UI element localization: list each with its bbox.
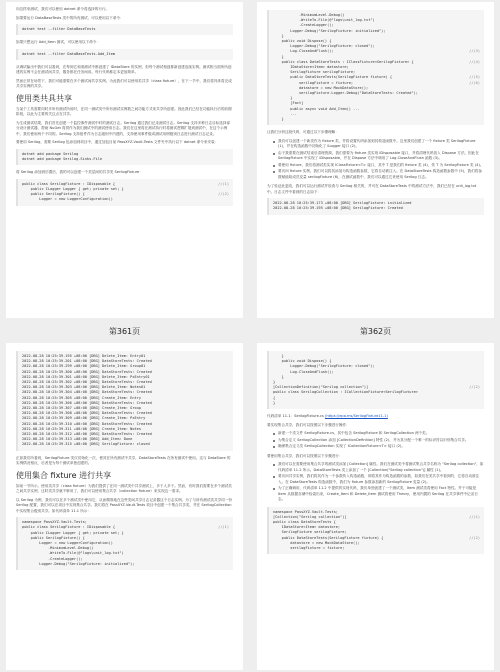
- code-text: public SerilogFixture() {: [22, 192, 85, 197]
- code-text: public class DataStoreTests : IClassFixture<SerilogFixture> {: [273, 59, 414, 64]
- code-text: 2022-08-28 10:25:39.308 +08:00 [DBG] DataStoreTests: Created: [22, 411, 152, 416]
- code-text: Log.CloseAndFlush();: [273, 369, 334, 374]
- paragraph: 向这样来测试，我们可以使用 dotnet 命令将选择的行行。: [16, 7, 110, 11]
- bullet-item: 我们可以在需要使用集合共享的测试类添加 [Collection] 属性。我们在测试类中将测试集合共享名称为 "Serilog collection"，如代码清单 11.2 所示。DataStoreTests 类上添加了一个 [Collection("Serilog collection")] 属性 (1)。: [273, 462, 484, 473]
- code-text: }: [273, 117, 284, 122]
- code-line: [22, 197, 229, 202]
- code-block: [16, 179, 233, 206]
- bullet-list: [273, 462, 484, 503]
- code-text: serilogFixture = fixture;: [273, 80, 354, 85]
- code-text: Log.CloseAndFlush();: [273, 49, 334, 54]
- document-page-362: [257, 2, 494, 318]
- code-text: public void Dispose() {: [273, 39, 332, 44]
- code-text: }: [273, 96, 293, 101]
- bullet-item: 要访问 fixture 实例，我们可以将其添加为构造函数参数，它将自动被注入。在 DataStoreTests 构造函数参数中 (5)，我们将参数赋值给成员变量 serilogFixture (6)，在测试函数中，我们可以通过它来使用 Serilog 日志。: [273, 169, 484, 180]
- paragraph: 为了验证此更改，我们可以运行测试并检查与 Serilog 相关的，并可在 DataStoreTests 中的测试方法中，我们已经在 unit_log.txt 中。日志文件中看到的日志如下：: [267, 184, 477, 194]
- code-text: serilogFixture = fixture;: [273, 545, 345, 550]
- code-line: [22, 157, 229, 162]
- code-text: datastore = new MockDataStore();: [273, 85, 369, 90]
- code-text: namespace PassXYZ.Vault.Tests;: [22, 520, 87, 525]
- code-comment: //(2): [469, 535, 480, 540]
- code-text: public class SerilogCollection : ICollectionFixture<SerilogFixture>: [273, 390, 418, 395]
- code-comment: //(6): [469, 80, 480, 85]
- code-text: IDataStore<Item> datastore;: [273, 65, 349, 70]
- code-text: 2022-08-28 10:25:39.307 +08:00 [DBG] Create_Item: Group: [22, 406, 141, 411]
- code-comment: //(2): [469, 385, 480, 390]
- code-block: [16, 149, 233, 165]
- code-text: public ILogger Logger { get; private set; }: [22, 187, 124, 192]
- code-text: public async void Add_Item() ...: [273, 106, 360, 111]
- code-text: Logger = new LoggerConfiguration(): [22, 197, 113, 202]
- code-text: 2022-08-28 10:25:39.313 +08:00 [DBG] Add_Item: Done: [22, 437, 133, 442]
- code-line: [22, 562, 229, 567]
- bullet-item: 确保集合定义类 SerilogCollection 实现了 ICollectionFixture<T> 接口 (2)。: [273, 444, 484, 450]
- code-text: 2022-08-28 10:25:39.302 +08:00 [DBG] DataStoreTests: Created: [22, 380, 152, 385]
- code-text: [CollectionDefinition("Serilog collection")]: [273, 385, 369, 390]
- paragraph: 以 Serilog 为例，我们可以在多个测试类中使用它，从而精准地在这些类间共享日志记录器这个日志实例。为了与所有测试类共享同一份 Serilog 配置，我们可以在项目中实现集合共享。我们将在 PassXYZ.Vault.Tests 项目中创建一个集合共享类，并在 SerilogCollection 中实现集合级别共享。如代码清单 11.1 所示：: [16, 497, 232, 513]
- document-page-364: [257, 343, 494, 670]
- paragraph: 为生成测试结果，我们首先创建一个监控事件测试中时的测试日志。Serilog 通过我们记录测试日志。Serilog 支持多种日志目标选择部分设计测试器，帮助 NuGet 将供作为我们测试中的测试使用日志。我们在这里将在测试执行时将测试逻辑扩展到测试中，在这个示例中，我们使用两个不同的。Serilog 支持组件作为日志级别中内建的，支持使用事件级或测试用例级别日志进行测试日志记录。: [16, 120, 231, 136]
- code-comment: //(5): [469, 75, 480, 80]
- caption-text: 代码清单 11.1：SerilogFixture.cs: [267, 414, 325, 419]
- code-line: [22, 52, 229, 57]
- code-text: }: [273, 374, 284, 379]
- code-text: datastore = new MockDataStore();: [273, 540, 360, 545]
- code-block: [16, 351, 233, 451]
- code-text: .WriteTo.File(@"logs\unit_log.txt"): [22, 551, 124, 556]
- code-comment: //(1): [469, 514, 480, 519]
- code-text: 2022-08-28 10:25:39.195 +08:00 [DBG] Delete_Item: Entry01: [22, 354, 146, 358]
- code-text: public ILogger Logger { get; private set; }: [22, 530, 124, 535]
- code-text: 2022-08-28 10:25:39.303 +08:00 [DBG] Delete_Item: Notes01: [22, 385, 146, 390]
- code-line: [273, 117, 480, 122]
- paragraph: 要实现集合共享，我们可以按照以下步骤进行操作：: [267, 422, 350, 427]
- code-text: public class SerilogFixture : IDisposable {: [22, 181, 116, 186]
- paragraph: 如前一节所示，使用类共享（class fixture）为我们提供了在同一测试类中共享测试上，多于人多于。然而，有时我们需要在多个测试类之间共享实例，这时类共享就不够用了，我们可以使用集合共享（collection fixture）来实现这一需求。: [16, 483, 232, 494]
- code-block: [267, 507, 484, 555]
- code-text: 2022-08-28 10:25:39.195 +08:00 [DBG] SerilogFixture: Created: [273, 206, 403, 211]
- code-text: dotnet add package Serilog.Sinks.File: [22, 157, 103, 162]
- code-block: [16, 24, 233, 35]
- document-page-361: [6, 2, 243, 318]
- paragraph: 当某个工具需要同时多所有测试所用时，在同一测试类中所有测试实例数之间功能方式来共享所创建。因此我们已经在功能执行后的前期阶段，以此为主要的关注点在共享。: [16, 106, 232, 117]
- page-number-label: 第361页: [108, 327, 141, 336]
- code-text: 2022-08-28 10:25:39.315 +08:00 [DBG] SerilogFixture: closed: [22, 442, 150, 447]
- code-text: 2022-08-28 10:25:39.173 +08:00 [DBG] SerilogFixture: initialized: [273, 201, 412, 206]
- code-text: 2022-08-28 10:25:39.311 +08:00 [DBG] Create_Item: Notes: [22, 426, 141, 431]
- code-line: [22, 442, 229, 447]
- code-block: [16, 49, 233, 60]
- code-comment: //(2): [218, 192, 229, 197]
- caption-link[interactable]: (https://epa.ms/SerilogFixture11-1): [324, 414, 388, 419]
- code-line: [22, 27, 229, 32]
- code-text: 2022-08-28 10:25:39.304 +08:00 [DBG] DataStoreTests: Created: [22, 390, 152, 395]
- code-text: SerilogFixture serilogFixture;: [273, 70, 356, 75]
- code-text: public class DataStoreTests {: [273, 519, 336, 524]
- paragraph: 如果要运行 DataBaseTests 类中的所有测试，可以使用以下命令：: [16, 15, 124, 20]
- code-text: [Fact]: [273, 101, 304, 106]
- code-text: public class SerilogFixture : IDisposable {: [22, 525, 116, 530]
- code-text: Logger.Debug("SerilogFixture: closed");: [273, 44, 375, 49]
- code-text: 2022-08-28 10:25:39.201 +08:00 [DBG] DataStoreTests: Created: [22, 359, 152, 364]
- code-text: serilogFixture.Logger.Debug("DataStoreTests: Created");: [273, 91, 418, 96]
- paragraph: 要使用集合共享，我们可以按照以下步骤进行：: [267, 453, 343, 458]
- code-text: 2022-08-28 10:25:39.310 +08:00 [DBG] DataStoreTests: Created: [22, 421, 152, 426]
- code-text: 2022-08-28 10:25:39.312 +08:00 [DBG] DataStoreTests: Created: [22, 432, 152, 437]
- code-text: public SerilogFixture() {: [22, 535, 85, 540]
- bullet-item: 要访问共享实例，我们将其作为一个参数传入构造函数，即将其作为构造函数的参数，如我们在类共享中看到的，它将自动被注入。在 DataStoreTests 构造函数中，我们为 fixture 参数添加新的 SerilogFixture 变量 (2)。: [273, 474, 484, 485]
- bullet-list: [273, 431, 484, 450]
- code-text: dotnet test --filter DataBaseTests: [22, 27, 96, 31]
- bullet-item: 要使用 fixture，我们将测试类实现 IClassFixture<T> 接口，其中 T 是我们的 fixture 类 (4)，传 T 为 SerilogFixture 类 (4)。: [273, 163, 484, 169]
- code-text: }: [273, 400, 276, 405]
- code-block: [267, 10, 484, 125]
- code-text: .CreateLogger();: [273, 23, 334, 28]
- code-line: [273, 206, 480, 211]
- code-text: Logger.Debug("SerilogFixture: initialized");: [22, 561, 135, 566]
- document-page-363: [6, 343, 243, 670]
- paragraph: 从调试输出中我们可以看到，在每到它和消测试中都创建了 IDataStore 的实例，但每个测试相创都新创建连续实例。测试相当面所所创建的实例不会在测试间共享，服务都在任务间用。每行代码都定本更加简单。: [16, 64, 232, 75]
- code-text: [Collection("Serilog collection")]: [273, 514, 347, 519]
- bullet-item: 为了正确调用，代码清单 11.2 中提供的实现代码，我们单独创建了一个测试类，Item 测试类将使用 Fact 特性。并于可能是 Item 从数据存储中检索出来，Create_Item 和 Delete_Item 测试将使用 Theory，使用内置的 Serilog 在共享事件中记录日志。: [273, 486, 484, 503]
- paragraph: 将 Serilog 添加到后置后，我的可以创建一个类层间的共享类 SerilogFixture：: [16, 170, 143, 175]
- code-text: IDataStore<Item> datastore;: [273, 525, 341, 530]
- bullet-item: 为集合定义 SerilogCollection 添加 [CollectionDefinition] 特性 (2)，并为其分配一个唯一的标识符以识别集合共享。: [273, 438, 484, 444]
- bullet-list: [273, 139, 484, 181]
- code-text: Logger.Debug("SerilogFixture: initialized");: [273, 28, 386, 33]
- code-text: namespace PassXYZ.Vault.Tests;: [273, 509, 338, 514]
- code-text: SerilogFixture serilogFixture;: [273, 530, 347, 535]
- code-text: Logger.Debug("SerilogFixture: closed");: [273, 364, 375, 369]
- code-text: {: [273, 395, 276, 400]
- code-text: }: [273, 33, 284, 38]
- bullet-item: 我们可以创建一个新类作为 fixture 类，并将设置代码添加到其构造函数中。这里我们创建了一个 fixture 类 SerilogFixture (1)，并在构造函数中初始化了 ILogger 接口 (2)。: [273, 139, 484, 150]
- paragraph: 然而正常在场景下，我们可能需要在多个测试间共享实例。为此我们可以使用类共享（class fixture），在下一节中，我们将具体将完成共享实例的共享。: [16, 78, 232, 89]
- paragraph: 让我们分析这段代码，可通过以下步骤理解：: [267, 130, 339, 135]
- paragraph: 如果只想运行 Add_Item 测试，可以使用以下命令：: [16, 40, 100, 45]
- code-text: }: [273, 54, 284, 59]
- code-line: [273, 401, 480, 406]
- code-text: 2022-08-28 10:25:39.299 +08:00 [DBG] Delete_Item: Group01: [22, 364, 146, 369]
- code-text: }: [273, 354, 284, 358]
- paragraph: 正如我们所看到，SerilogFixture 类仅初始化一次，使其在所有测试中共享，DataStoreTests 在所有测试中使用。这与 DataStore 的实例情况相反，后者是为每个测试单独创建的。: [16, 455, 231, 466]
- code-block: [267, 351, 484, 409]
- bullet-item: 新建一个类文件 SerilogFixture.cs，其中包含 SerilogFixture 和 SerilogCollection 两个类。: [273, 431, 484, 437]
- code-text: public DataStoreTests(SerilogFixture fixture) {: [273, 535, 384, 540]
- page-number-label: 第362页: [359, 327, 392, 336]
- code-line: [273, 546, 480, 551]
- code-comment: //(3): [469, 49, 480, 54]
- code-listing-caption: [267, 414, 484, 420]
- code-text: }: [273, 380, 276, 385]
- code-text: ...: [273, 111, 297, 116]
- section-heading: 使用集合 fixture 进行共享: [16, 470, 112, 480]
- code-text: 2022-08-28 10:25:39.300 +08:00 [DBG] DataStoreTests: Created: [22, 369, 152, 374]
- code-text: public void Dispose() {: [273, 359, 332, 364]
- code-text: 2022-08-28 10:25:39.309 +08:00 [DBG] Create_Item: PxEntry: [22, 416, 146, 421]
- code-comment: //(1): [218, 525, 229, 530]
- code-text: 2022-08-28 10:25:39.306 +08:00 [DBG] DataStoreTests: Created: [22, 400, 152, 405]
- bullet-item: 由于我需要在测试结束后清理资源，我们需要为 fixture 类实现 IDisposable 接口，并将清理代码放入 Dispose 方法。因此在 SerilogFixture 中实现了 IDisposable，并在 Dispose 方法中调用了 Log.CloseAndFlush 函数 (3)。: [273, 151, 484, 162]
- code-text: Logger = new LoggerConfiguration(): [22, 540, 113, 545]
- paragraph: 要使用 Serilog，需要 Serilog 包添加到项目中，通过加包目前 PassXYZ.Vault.Tests 文件夹中执行以下 dotnet 命令来安装：: [16, 140, 219, 145]
- code-comment: //(1): [218, 181, 229, 186]
- code-text: dotnet add package Serilog: [22, 151, 79, 156]
- code-text: 2022-08-28 10:25:39.305 +08:00 [DBG] Create_Item: Entry: [22, 395, 141, 400]
- code-text: .WriteTo.File(@"logs\unit_log.txt"): [273, 18, 375, 23]
- code-comment: //(4): [469, 59, 480, 64]
- code-block: [16, 517, 233, 570]
- section-heading: 使用类共具共享: [16, 93, 72, 103]
- code-text: public DataStoreTests(SerilogFixture fixture) {: [273, 75, 392, 80]
- code-text: dotnet test --filter DataBaseTests.Add_Item: [22, 51, 116, 56]
- code-text: .CreateLogger();: [22, 556, 83, 561]
- code-text: .MinimumLevel.Debug(): [22, 546, 94, 551]
- code-block: [267, 198, 484, 214]
- code-text: 2022-08-28 10:25:39.301 +08:00 [DBG] Delete_Item: PxEntry01: [22, 374, 150, 379]
- code-text: .MinimumLevel.Debug(): [273, 13, 345, 17]
